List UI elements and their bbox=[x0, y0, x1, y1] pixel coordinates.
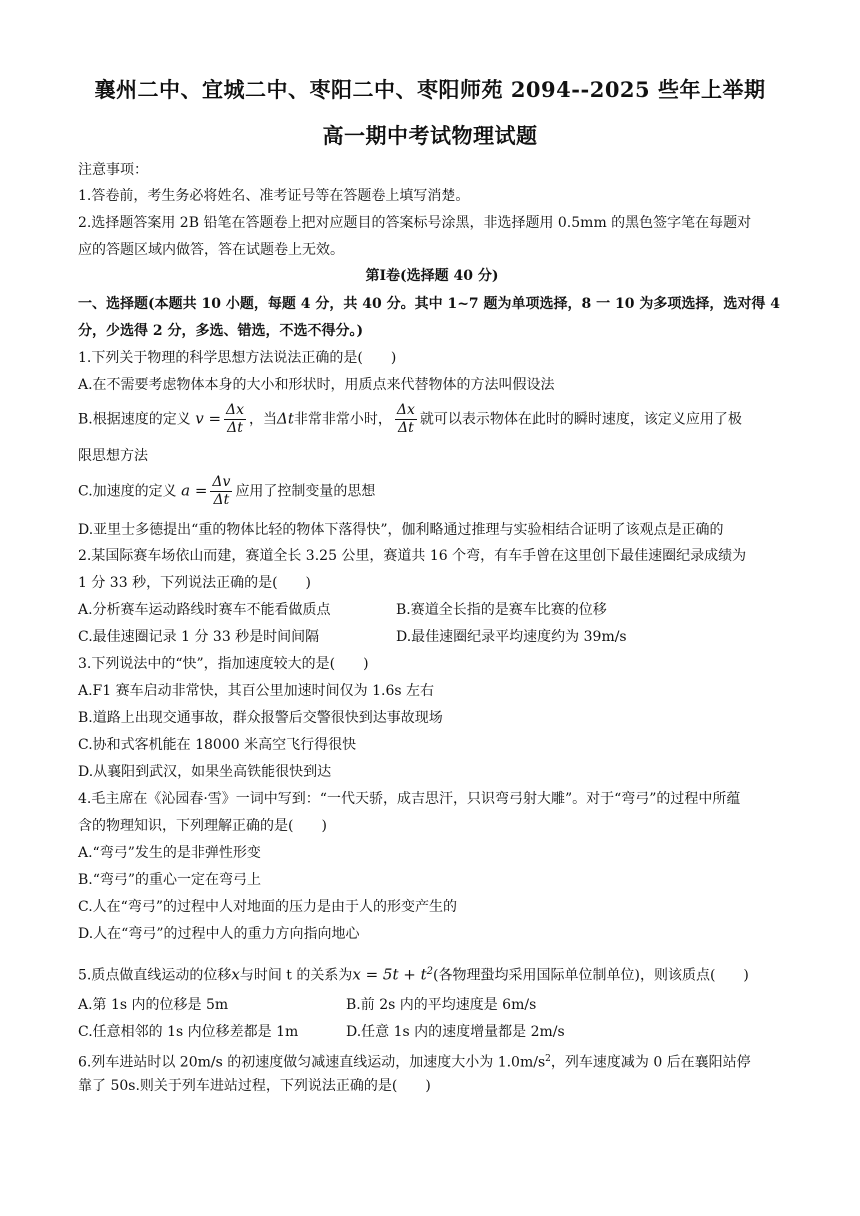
q1-b-frac2-den: Δt bbox=[398, 420, 414, 436]
q5-option-b: B.前 2s 内的平均速度是 6m/s bbox=[346, 997, 537, 1013]
q1-option-d: D.亚里士多德提出“重的物体比轻的物体下落得快”，伽利略通过推理与实验相结合证明了该观点是正确的 bbox=[78, 522, 724, 538]
q2-stem-line2: 1 分 33 秒，下列说法正确的是( ) bbox=[78, 575, 311, 591]
q5-stem-exponent: 2 bbox=[426, 966, 434, 977]
q4-option-c: C.人在“弯弓”的过程中人对地面的压力是由于人的形变产生的 bbox=[78, 899, 457, 915]
q1-c-prefix: C.加速度的定义 bbox=[78, 483, 177, 500]
q1-c-frac-num: Δv bbox=[212, 474, 231, 490]
q2-option-b: B.赛道全长指的是赛车比赛的位移 bbox=[396, 602, 607, 618]
q1-option-a: A.在不需要考虑物体本身的大小和形状时，用质点来代替物体的方法叫假设法 bbox=[78, 377, 555, 393]
q2-options-row1 bbox=[78, 600, 786, 620]
q5-stem-suffix: (各物理蛩均采用国际单位制单位)，则该质点( ) bbox=[433, 967, 749, 984]
q3-option-a: A.F1 赛车启动非常快，其百公里加速时间仅为 1.6s 左右 bbox=[78, 683, 434, 699]
q6-stem-line1 bbox=[78, 1049, 786, 1073]
q1-b-suffix: 就可以表示物体在此时的瞬时速度，该定义应用了极 bbox=[419, 411, 742, 428]
q3-stem: 3.下列说法中的“快”，指加速度较大的是( ) bbox=[78, 656, 369, 672]
q6-stem-line2: 靠了 50s.则关于列车进站过程，下列说法正确的是( ) bbox=[78, 1078, 431, 1094]
q4-stem-line1: 4.毛主席在《沁园春·雪》一词中写到：“一代天骄，成吉思汗，只识弯弓射大雕”。对于“弯弓”的过程中所蕴 bbox=[78, 791, 741, 807]
q1-b-fraction-2 bbox=[395, 402, 417, 437]
note-1: 1.答卷前，考生务必将姓名、准考证号等在答题卷上填写消楚。 bbox=[78, 188, 470, 204]
q5-stem-x: x bbox=[231, 965, 240, 984]
q1-stem: 1.下列关于物理的科学思想方法说法正确的是( ) bbox=[78, 350, 397, 366]
q2-options-row2 bbox=[78, 627, 786, 647]
q2-option-c: C.最佳速圈记录 1 分 33 秒是时间间隔 bbox=[78, 629, 320, 645]
q4-option-a: A.“弯弓”发生的是非弹性形变 bbox=[78, 845, 261, 861]
q1-option-b bbox=[78, 402, 786, 437]
q5-stem-equation: x = 5t + t bbox=[352, 965, 427, 984]
q1-c-accel-eq: a = bbox=[181, 481, 208, 500]
q2-option-a: A.分析赛车运动路线时赛车不能看做质点 bbox=[78, 602, 331, 618]
q5-stem-prefix: 5.质点做直线运动的位移 bbox=[78, 967, 232, 984]
q1-b-dt: Δt bbox=[277, 409, 294, 428]
q1-b-frac1-den: Δt bbox=[227, 420, 243, 436]
q5-option-d: D.任意 1s 内的速度增量都是 2m/s bbox=[346, 1024, 565, 1040]
q4-option-b: B.“弯弓”的重心一定在弯弓上 bbox=[78, 872, 262, 888]
q1-option-b-cont: 限思想方法 bbox=[78, 448, 148, 464]
q4-stem-line2: 含的物理知识，下列理解正确的是( ) bbox=[78, 818, 327, 834]
notes-heading: 注意事项： bbox=[78, 162, 148, 178]
q1-c-fraction bbox=[210, 474, 232, 509]
q1-b-mid2: 非常非常小时， bbox=[293, 411, 392, 428]
q5-option-a: A.第 1s 内的位移是 5m bbox=[78, 997, 229, 1013]
q2-stem-line1: 2.某国际赛车场依山而建，赛道全长 3.25 公里，赛道共 16 个弯，有车手曾在这里创下最佳速圈纪录成绩为 bbox=[78, 548, 747, 564]
q6-stem-prefix: 6.列车进站时以 20m/s 的初速度做匀减速直线运动，加速度大小为 1.0m/s bbox=[78, 1054, 546, 1071]
q1-b-prefix: B.根据速度的定义 bbox=[78, 411, 191, 428]
q1-c-suffix: 应用了控制变量的思想 bbox=[235, 483, 376, 500]
q3-option-c: C.协和式客机能在 18000 米高空飞行得很快 bbox=[78, 737, 357, 753]
q1-b-fraction-1 bbox=[224, 402, 246, 437]
q5-option-c: C.任意相邻的 1s 内位移差都是 1m bbox=[78, 1024, 299, 1040]
q1-b-frac2-num: Δx bbox=[396, 402, 415, 418]
q6-stem-suffix: ，列车速度减为 0 后在襄阳站停 bbox=[550, 1054, 751, 1071]
q4-option-d: D.人在“弯弓”的过程中人的重力方向指向地心 bbox=[78, 926, 360, 942]
q5-stem-mid: 与时间 t 的关系为 bbox=[239, 967, 353, 984]
q5-options-row1 bbox=[78, 995, 786, 1015]
exam-title-line1: 襄州二中、宜城二中、枣阳二中、枣阳师苑 2094--2025 些年上举期 bbox=[94, 77, 766, 102]
q3-option-b: B.道路上出现交通事故，群众报警后交警很快到达事故现场 bbox=[78, 710, 443, 726]
q5-options-row2 bbox=[78, 1022, 786, 1042]
q1-option-c bbox=[78, 474, 786, 509]
note-2-cont: 应的答题区域内做答，答在试题卷上无效。 bbox=[78, 242, 344, 258]
q2-option-d: D.最佳速圈纪录平均速度约为 39m/s bbox=[396, 629, 627, 645]
section-title: 第Ⅰ卷(选择题 40 分) bbox=[365, 268, 499, 284]
exam-title-line2: 高一期中考试物理试题 bbox=[322, 123, 538, 148]
q1-b-velocity-eq: v = bbox=[195, 409, 222, 428]
q6-stem-exponent: 2 bbox=[545, 1054, 551, 1064]
part-heading-line2: 分，少选得 2 分，多选、错选，不选不得分。) bbox=[78, 323, 364, 339]
q1-b-frac1-num: Δx bbox=[226, 402, 245, 418]
q3-option-d: D.从襄阳到武汉，如果坐高铁能很快到达 bbox=[78, 764, 332, 780]
q5-stem bbox=[78, 962, 786, 986]
part-heading-line1: 一、选择题(本题共 10 小题，每题 4 分，共 40 分。其中 1~7 题为单项选择，8 一 10 为多项选择，选对得 4 bbox=[78, 296, 780, 312]
q1-c-frac-den: Δt bbox=[213, 492, 230, 508]
note-2: 2.选择题答案用 2B 铅笔在答题卷上把对应题目的答案标号涂黑，非选择题用 0.5mm 的黑色签字笔在每题对 bbox=[78, 215, 752, 231]
q1-b-mid1: ，当 bbox=[249, 411, 278, 428]
